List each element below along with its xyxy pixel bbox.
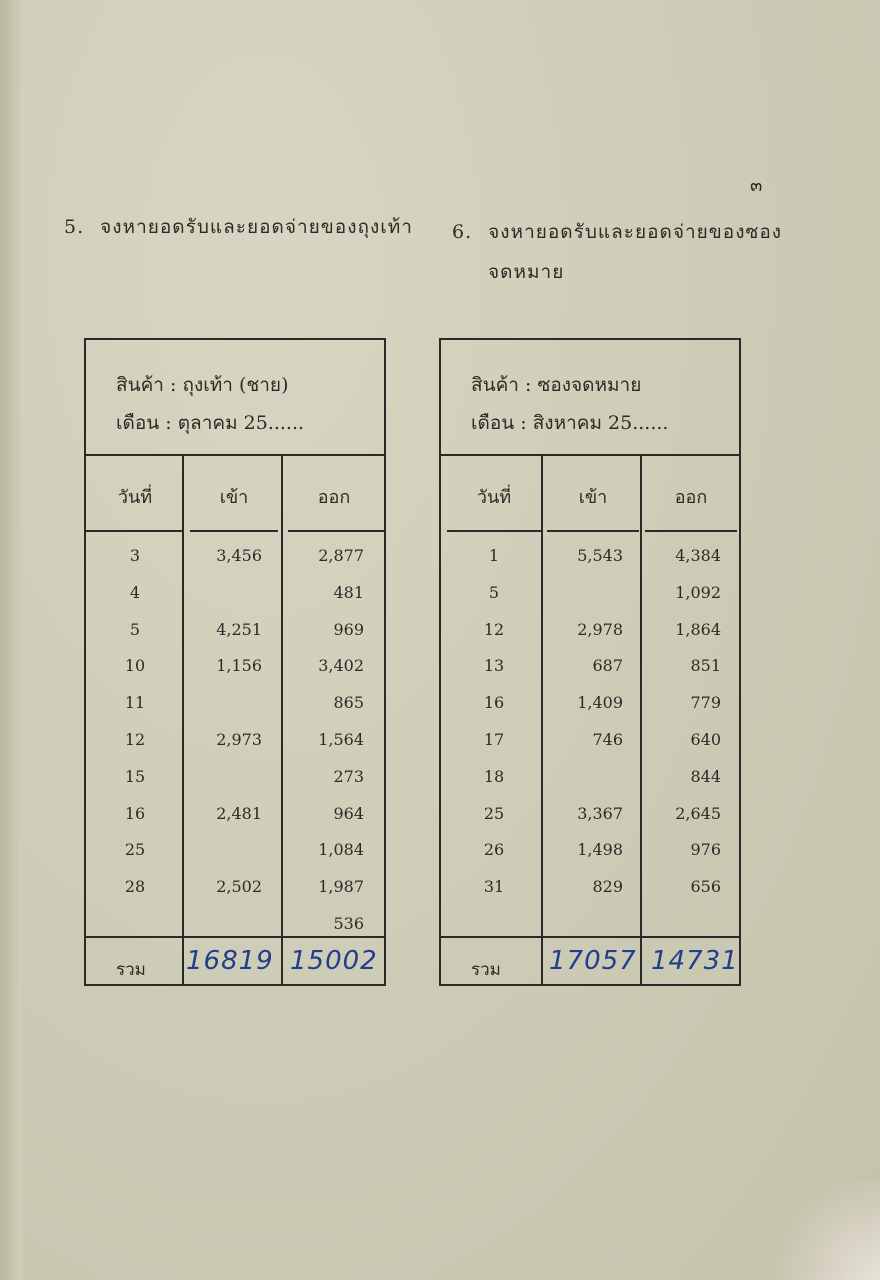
- row-out: 1,864: [675, 619, 721, 639]
- row-out: 851: [690, 656, 721, 676]
- row-day: 12: [124, 730, 146, 749]
- total-rule: [441, 936, 739, 938]
- row-day: 26: [483, 840, 505, 860]
- row-out: 964: [333, 803, 364, 823]
- row-day: 31: [483, 877, 505, 897]
- row-out: 865: [333, 693, 364, 713]
- ledger-header: [441, 340, 739, 456]
- row-out: 844: [690, 766, 721, 786]
- month-label: เดือน : ตุลาคม 25......: [116, 412, 305, 434]
- ledger-header: [86, 340, 384, 456]
- product-label: สินค้า : ถุงเท้า (ชาย): [116, 374, 289, 396]
- question-5: [64, 212, 413, 242]
- col-header-in: เข้า: [219, 487, 249, 508]
- row-out: 481: [333, 582, 364, 602]
- row-out: 3,402: [318, 656, 364, 676]
- row-out: 1,092: [675, 582, 721, 602]
- total-in: 16819: [186, 946, 274, 976]
- row-day: 15: [124, 766, 146, 786]
- row-day: 16: [124, 803, 146, 823]
- header-rule: [447, 530, 541, 532]
- col-header-in: เข้า: [578, 487, 608, 508]
- question-text-line1: จงหายอดรับและยอดจ่ายของซอง: [488, 221, 783, 243]
- row-in: 5,543: [577, 546, 623, 565]
- row-out: 976: [690, 840, 721, 860]
- row-in: 2,973: [216, 730, 262, 749]
- row-in: 746: [592, 730, 623, 749]
- row-in: 3,456: [216, 546, 262, 565]
- row-day: 1: [488, 546, 500, 565]
- total-rule: [86, 936, 384, 938]
- row-out: 1,564: [318, 730, 364, 749]
- ledger-socks: [84, 338, 386, 986]
- question-text: จงหายอดรับและยอดจ่ายของถุงเท้า: [100, 216, 413, 238]
- row-day: 25: [483, 803, 505, 823]
- row-day: 25: [124, 840, 146, 860]
- row-out: 4,384: [675, 546, 721, 565]
- row-in: 1,409: [577, 693, 623, 713]
- product-label: สินค้า : ซองจดหมาย: [471, 374, 642, 396]
- col-header-day: วันที่: [117, 487, 153, 508]
- row-in: 829: [592, 877, 623, 897]
- col-header-out: ออก: [674, 487, 708, 508]
- page-left-edge: [0, 0, 22, 1280]
- total-in: 17057: [549, 946, 637, 976]
- row-out: 2,877: [318, 546, 364, 565]
- question-number: 5.: [64, 216, 85, 238]
- header-rule: [86, 530, 182, 532]
- row-day: 18: [483, 766, 505, 786]
- question-text-line2: จดหมาย: [488, 261, 565, 283]
- corner-damage: [760, 1180, 880, 1280]
- row-day: 12: [483, 619, 505, 639]
- row-out: 1,084: [318, 840, 364, 860]
- row-in: 687: [592, 656, 623, 676]
- row-day: 3: [129, 546, 141, 565]
- month-label: เดือน : สิงหาคม 25......: [471, 412, 669, 434]
- row-day: 28: [124, 877, 146, 897]
- row-in: 1,498: [577, 840, 623, 860]
- question-number: 6.: [452, 221, 473, 243]
- row-in: 4,251: [216, 619, 262, 639]
- row-out: 969: [333, 619, 364, 639]
- row-day: 11: [124, 693, 146, 713]
- row-in: 2,481: [216, 803, 262, 823]
- header-rule: [645, 530, 737, 532]
- row-day: 16: [483, 693, 505, 713]
- total-out: 14731: [651, 946, 739, 976]
- total-label: รวม: [116, 960, 146, 980]
- row-day: 4: [129, 582, 141, 602]
- row-day: 13: [483, 656, 505, 676]
- page-number: ๓: [750, 175, 763, 196]
- row-day: 17: [483, 730, 505, 749]
- row-day: 5: [488, 582, 500, 602]
- row-day: 10: [124, 656, 146, 676]
- row-out: 536: [333, 914, 364, 933]
- column-divider: [182, 454, 184, 984]
- row-out: 656: [690, 877, 721, 897]
- total-out: 15002: [290, 946, 378, 976]
- question-6: [452, 212, 782, 292]
- col-header-out: ออก: [317, 487, 351, 508]
- row-out: 1,987: [318, 877, 364, 897]
- header-rule: [547, 530, 639, 532]
- row-in: 2,978: [577, 619, 623, 639]
- header-rule: [288, 530, 384, 532]
- row-out: 2,645: [675, 803, 721, 823]
- row-out: 779: [690, 693, 721, 713]
- ledger-envelopes: [439, 338, 741, 986]
- column-divider: [640, 454, 642, 984]
- row-day: 5: [129, 619, 141, 639]
- column-divider: [541, 454, 543, 984]
- row-out: 273: [333, 766, 364, 786]
- col-header-day: วันที่: [476, 487, 512, 508]
- row-in: 1,156: [216, 656, 262, 676]
- row-in: 2,502: [216, 877, 262, 897]
- row-out: 640: [690, 730, 721, 749]
- column-divider: [281, 454, 283, 984]
- row-in: 3,367: [577, 803, 623, 823]
- total-label: รวม: [471, 960, 501, 980]
- header-rule: [190, 530, 278, 532]
